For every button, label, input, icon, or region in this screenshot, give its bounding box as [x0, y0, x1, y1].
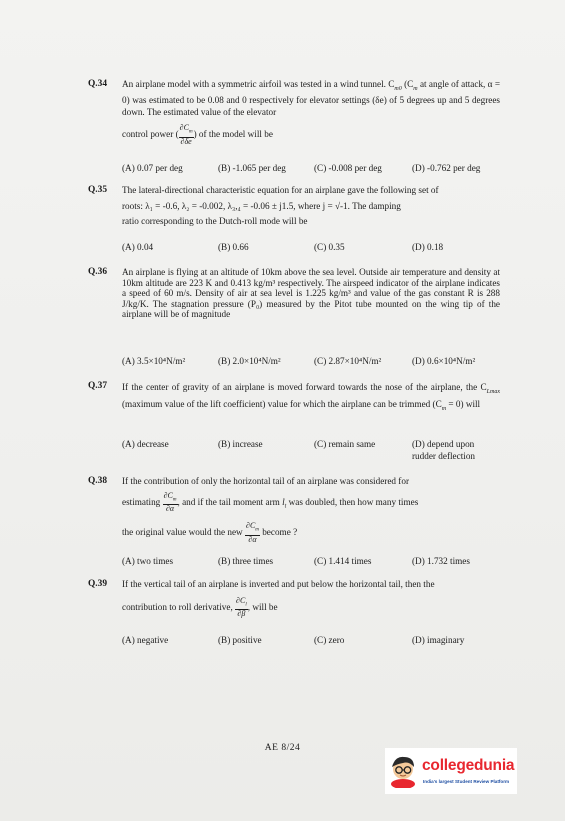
option-c[interactable]: (C) 2.87×10⁴N/m²: [314, 356, 382, 366]
question-text: An airplane is flying at an altitude of 10km above the sea level. Outside air temperature and density at 10km altitude are 223 K and 0.413 kg/m³ respectively. The airspeed indicator of the airplane indicates a speed of 60 m/s. Density of air at sea level is 1.225 kg/m³ and value of the gas constant R is 288 J/kg/K. The stagnation pressure (P₀) measured by the Pitot tube mounted on the wing tip of the airplane will be of magnitude: [122, 267, 500, 320]
option-a[interactable]: (A) decrease: [122, 439, 169, 449]
option-a[interactable]: (A) 0.07 per deg: [122, 163, 183, 173]
option-b[interactable]: (B) three times: [218, 556, 274, 566]
question-36: [0, 267, 565, 372]
option-a[interactable]: (A) 0.04: [122, 242, 154, 252]
question-number: Q.34: [88, 79, 108, 89]
option-a[interactable]: (A) negative: [122, 635, 169, 645]
option-c[interactable]: (C) -0.008 per deg: [314, 163, 382, 173]
question-38: [0, 476, 565, 571]
question-35: [0, 185, 565, 255]
question-number: Q.37: [88, 381, 108, 391]
question-number: Q.36: [88, 267, 108, 277]
option-b[interactable]: (B) 0.66: [218, 242, 249, 252]
option-d[interactable]: (D) imaginary: [412, 635, 465, 645]
option-b[interactable]: (B) positive: [218, 635, 262, 645]
student-avatar-icon: [387, 754, 419, 788]
question-number: Q.35: [88, 185, 108, 195]
option-d[interactable]: (D) -0.762 per deg: [412, 163, 481, 173]
question-text-cont: control power ( $\frac{\partial C_m}{\partial\delta e}$ ) of the model will be: [122, 123, 273, 146]
option-c[interactable]: (C) 0.35: [314, 242, 345, 252]
question-text: The lateral-directional characteristic equation for an airplane gave the following set of roots: λ₁ = -0.6, λ₂ = -0.002, λ₃,₄ = -0.06 ± j1.5, where j = √-1. The damping ratio corresponding to the Dutch-roll mode will be: [122, 185, 439, 227]
option-d[interactable]: (D) 1.732 times: [412, 556, 470, 566]
fraction: $\frac{\partial C_m}{\partial\alpha}$: [245, 521, 259, 544]
option-b[interactable]: (B) increase: [218, 439, 263, 449]
option-d[interactable]: (D) depend upon: [412, 439, 475, 449]
option-c[interactable]: (C) 1.414 times: [314, 556, 372, 566]
option-d[interactable]: (D) 0.6×10⁴N/m²: [412, 356, 476, 366]
question-37: [0, 381, 565, 466]
question-34: [0, 79, 565, 179]
question-number: Q.39: [88, 579, 108, 589]
option-a[interactable]: (A) two times: [122, 556, 174, 566]
option-c[interactable]: (C) zero: [314, 635, 345, 645]
page-footer: AE 8/24: [264, 743, 301, 753]
option-b[interactable]: (B) -1.065 per deg: [218, 163, 286, 173]
question-text: If the center of gravity of an airplane is moved forward towards the nose of the airplane, the $C_{Lmax}$ (maximum value of the lift coefficient) value for which the airplane can be trimmed $(C_m = 0)$ will: [122, 382, 500, 413]
brand-name: collegedunia: [422, 757, 515, 774]
option-b[interactable]: (B) 2.0×10⁴N/m²: [218, 356, 281, 366]
question-text: If the vertical tail of an airplane is inverted and put below the horizontal tail, then the contribution to roll derivative, $\frac{\partial C_l}{\partial\beta}$ , will be: [122, 579, 435, 619]
question-39: [0, 579, 565, 654]
brand-tagline: India's largest Student Review Platform: [423, 779, 510, 784]
question-text: If the contribution of only the horizontal tail of an airplane was considered for estimating $\frac{\partial C_m}{\partial\alpha}$ , and if the tail moment arm $l_t$ was doubled, then how many times the original value would the new $\frac{\partial C_m}{\partial\alpha}$ become ?: [122, 476, 419, 544]
collegedunia-logo[interactable]: [385, 748, 517, 794]
option-a[interactable]: (A) 3.5×10⁴N/m²: [122, 356, 186, 366]
question-text: An airplane model with a symmetric airfoil was tested in a wind tunnel. $C_{m0}$ ($C_m$ at angle of attack, α = 0) was estimated to be 0.08 and 0 respectively for elevator settings (δe) of 5 degrees up and 5 degrees down. The estimated value of the elevator: [122, 79, 501, 118]
option-d[interactable]: (D) 0.18: [412, 242, 444, 252]
option-c[interactable]: (C) remain same: [314, 439, 376, 449]
question-number: Q.38: [88, 476, 108, 486]
option-d-cont: rudder deflection: [412, 451, 476, 461]
fraction: $\frac{\partial C_m}{\partial\alpha}$: [163, 490, 177, 514]
fraction: $\frac{\partial C_l}{\partial\beta}$: [236, 595, 247, 619]
fraction: $\frac{\partial C_m}{\partial\delta e}$: [179, 123, 193, 146]
